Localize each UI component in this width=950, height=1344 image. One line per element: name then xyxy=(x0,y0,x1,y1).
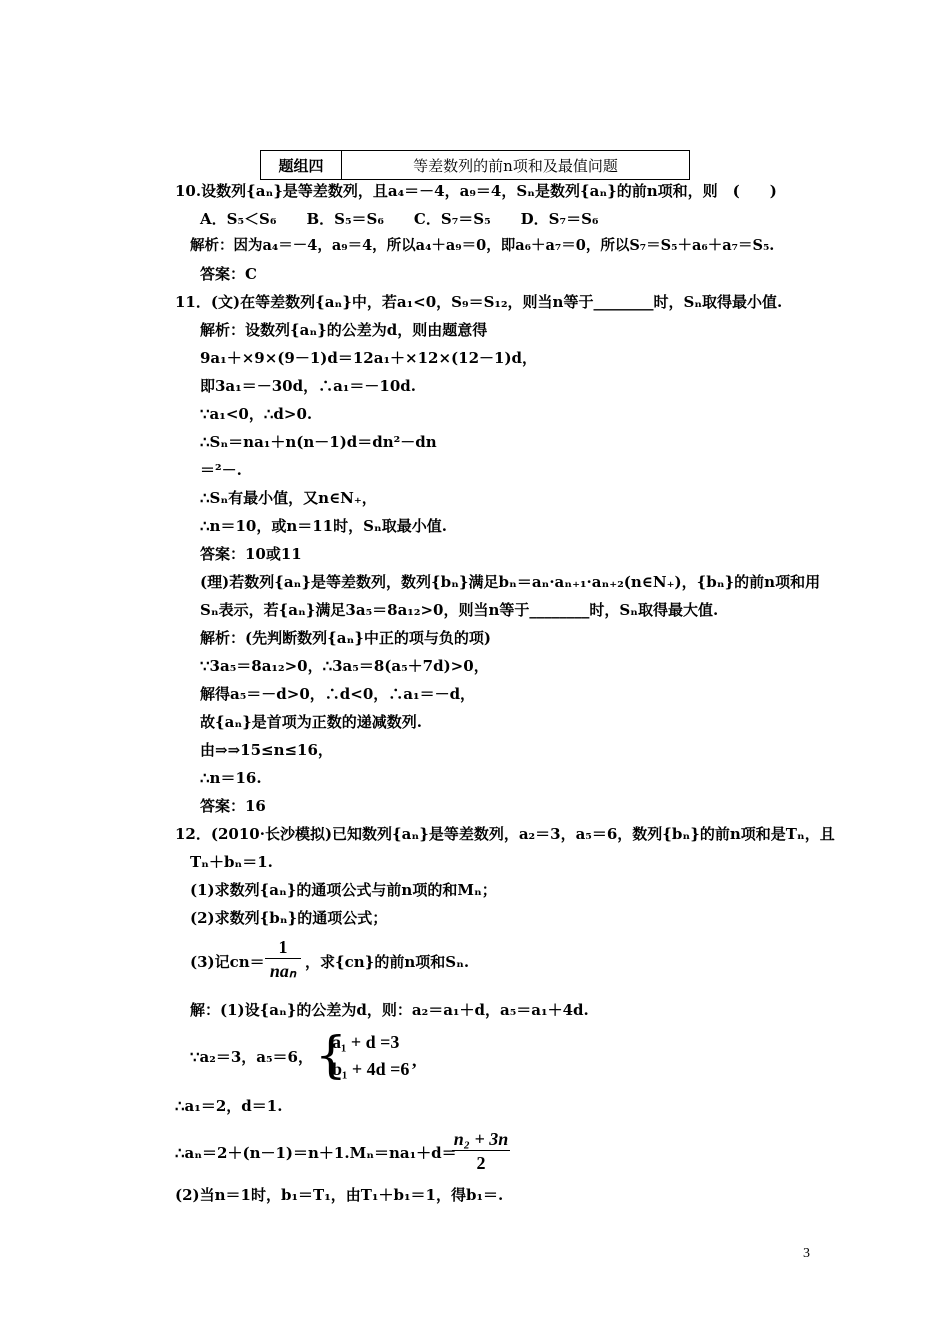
q11b-stem-2: Sₙ表示，若{aₙ}满足3a₅＝8a₁₂>0，则当n等于________时，Sₙ取得最大值. xyxy=(200,601,719,619)
q11b-stem-1: (理)若数列{aₙ}是等差数列，数列{bₙ}满足bₙ＝aₙ·aₙ₊₁·aₙ₊₂(n∈N₊)，{bₙ}的前n项和用 xyxy=(200,573,821,591)
q11-step-4: ∴Sₙ＝na₁＋n(n－1)d＝dn²－dn xyxy=(200,433,437,451)
q11-step-3: ∵a₁<0，∴d>0. xyxy=(200,405,313,423)
q12-given: ∵a₂＝3，a₅＝6， xyxy=(190,1048,313,1066)
q11b-step-4: 由⇒⇒15≤n≤16， xyxy=(200,741,333,759)
q11-step-5: ＝²－. xyxy=(200,461,242,479)
q12-step-1: ∴a₁＝2，d＝1. xyxy=(175,1097,283,1115)
q10-analysis: 解析：因为a₄＝－4，a₉＝4，所以a₄＋a₉＝0，即a₆＋a₇＝0，所以S₇＝S₅＋a₆＋a₇＝S₅. xyxy=(190,237,775,254)
q10-stem: 10.设数列{aₙ}是等差数列，且a₄＝－4，a₉＝4，Sₙ是数列{aₙ}的前n项和，则 ( ) xyxy=(175,182,777,200)
q10-answer: 答案：C xyxy=(200,265,257,283)
fraction-numerator: n₂ + 3n xyxy=(453,1129,509,1149)
system-row-2: b₁ + 4d =6 xyxy=(332,1059,410,1079)
q12-step-2: ∴aₙ＝2＋(n－1)＝n＋1.Mₙ＝na₁＋d＝ xyxy=(175,1144,457,1162)
system-row-1: a₁ + d =3 xyxy=(332,1032,400,1052)
q12-stem-2: Tₙ＋bₙ＝1. xyxy=(190,853,273,871)
fraction-denominator: naₙ xyxy=(269,961,297,981)
q12-part-1: (1)求数列{aₙ}的通项公式与前n项的和Mₙ； xyxy=(190,881,497,899)
header-cell-group: 题组四 xyxy=(261,151,342,179)
q11-analysis-intro: 解析：设数列{aₙ}的公差为d，则由题意得 xyxy=(200,321,488,339)
q12-part-2-solution: (2)当n＝1时，b₁＝T₁，由T₁＋b₁＝1，得b₁＝. xyxy=(175,1186,504,1204)
q11b-step-1: ∵3a₅＝8a₁₂>0，∴3a₅＝8(a₅＋7d)>0， xyxy=(200,657,489,675)
q11-step-7: ∴n＝10，或n＝11时，Sₙ取最小值. xyxy=(200,517,447,535)
q11b-answer: 答案：16 xyxy=(200,797,266,815)
fraction-1-over-n-an xyxy=(265,936,301,983)
header-cell-topic: 等差数列的前n项和及最值问题 xyxy=(413,156,618,175)
q12-part-3-lead: (3)记cn＝ xyxy=(190,953,265,971)
fraction-numerator: 1 xyxy=(278,937,288,957)
q11b-step-2: 解得a₅＝－d>0，∴d<0，∴a₁＝－d， xyxy=(200,685,476,703)
q11-answer: 答案：10或11 xyxy=(200,545,302,563)
q12-solution-intro: 解：(1)设{aₙ}的公差为d，则：a₂＝a₁＋d，a₅＝a₁＋4d. xyxy=(190,1001,589,1019)
system-comma: , xyxy=(412,1050,417,1070)
q11b-analysis: 解析：(先判断数列{aₙ}中正的项与负的项) xyxy=(200,629,491,647)
topic-header-table xyxy=(260,150,690,180)
q11b-step-5: ∴n＝16. xyxy=(200,769,262,787)
fraction-denominator: 2 xyxy=(476,1153,486,1173)
system-brace: { xyxy=(315,1026,347,1084)
q11-step-6: ∴Sₙ有最小值，又n∈N₊， xyxy=(200,489,377,507)
q11-stem: 11．(文)在等差数列{aₙ}中，若a₁<0，S₉＝S₁₂，则当n等于________时，Sₙ取得最小值. xyxy=(175,293,783,311)
fraction-mn xyxy=(452,1128,510,1175)
q12-stem-1: 12．(2010·长沙模拟)已知数列{aₙ}是等差数列，a₂＝3，a₅＝6，数列{bₙ}的前n项和是Tₙ，且 xyxy=(175,825,835,843)
page-number: 3 xyxy=(803,1246,810,1261)
q11-step-1: 9a₁＋×9×(9－1)d＝12a₁＋×12×(12－1)d， xyxy=(200,349,538,367)
q12-part-2: (2)求数列{bₙ}的通项公式； xyxy=(190,909,388,927)
q10-options: A．S₅＜S₆ B．S₅＝S₆ C．S₇＝S₅ D．S₇＝S₆ xyxy=(200,210,599,228)
q11b-step-3: 故{aₙ}是首项为正数的递减数列. xyxy=(200,713,423,731)
q11-step-2: 即3a₁＝－30d，∴a₁＝－10d. xyxy=(200,377,416,395)
q12-part-3-tail: ，求{cn}的前n项和Sₙ. xyxy=(305,953,470,971)
